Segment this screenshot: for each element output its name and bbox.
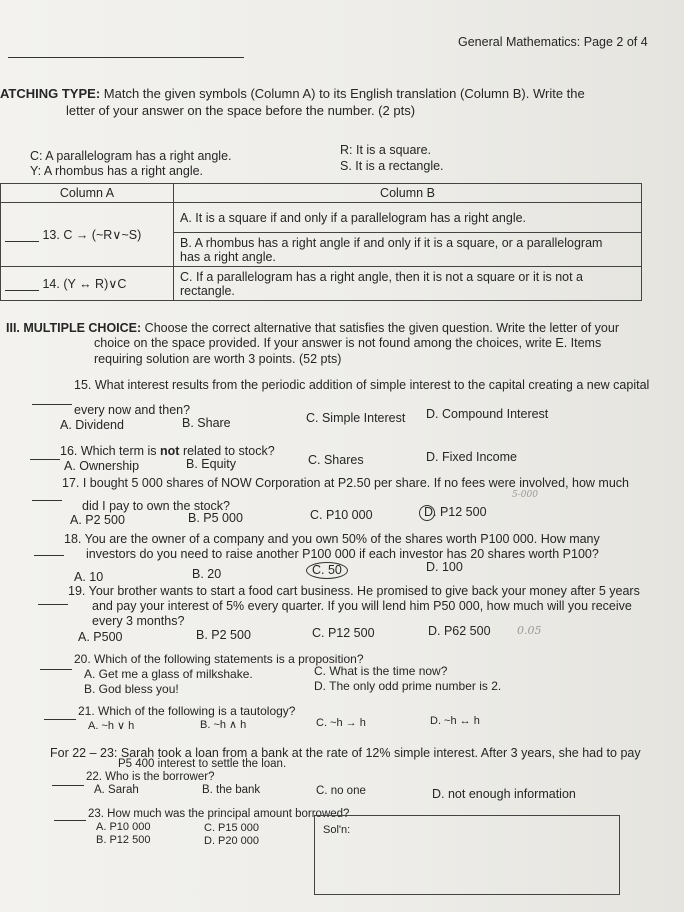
def-c: C: A parallelogram has a right angle. [30, 149, 232, 163]
column-b-c [174, 267, 642, 301]
q20-choice-d: D. The only odd prime number is 2. [314, 679, 502, 693]
q13-text: 13. C → (~R∨~S) [42, 228, 142, 242]
q19-choice-c: C. P12 500 [312, 626, 375, 640]
mc-instr-2: choice on the space provided. If your answer is not found among the choices, write E. Items [94, 336, 602, 350]
q17-text-2: did I pay to own the stock? [82, 499, 231, 513]
pencil-note-2: 0.05 [517, 624, 542, 637]
q21-choice-c: C. ~h → h [316, 717, 366, 729]
answer-line-17 [32, 500, 62, 501]
column-b-c-line2: rectangle. [180, 283, 235, 298]
q14-cell [1, 267, 174, 301]
q15-choice-c: C. Simple Interest [306, 411, 406, 425]
answer-line-23 [54, 820, 86, 821]
q22-choice-c: C. no one [316, 785, 366, 797]
q23-choice-b: B. P12 500 [96, 834, 151, 846]
q22-choice-a: A. Sarah [94, 784, 139, 796]
for-22-23-text-1: For 22 – 23: Sarah took a loan from a bank at the rate of 12% simple interest. After 3 years, she had to pay [50, 746, 641, 760]
pencil-note-1: 5-000 [512, 490, 538, 500]
q18-text-2: investors do you need to raise another P100 000 if each investor has 20 shares worth P100? [86, 547, 599, 561]
q23-text: 23. How much was the principal amount borrowed? [88, 808, 350, 820]
answer-line-16 [30, 459, 60, 460]
matching-title: ATCHING TYPE: [0, 86, 101, 101]
q20-text: 20. Which of the following statements is a proposition? [74, 652, 364, 666]
q19-text-2: and pay your interest of 5% every quarter. If you will lend him P50 000, how much will you receive [92, 599, 632, 613]
q17-text-1: 17. I bought 5 000 shares of NOW Corporation at P2.50 per share. If no fees were involved, how much [62, 476, 629, 490]
answer-line-15 [32, 404, 72, 405]
q21-choice-d: D. ~h ↔ h [430, 715, 480, 727]
q20-choice-a: A. Get me a glass of milkshake. [84, 667, 253, 681]
mc-instructions [6, 321, 619, 335]
mc-instr-1: Choose the correct alternative that satisfies the given question. Write the letter of your [144, 321, 619, 335]
page-header: General Mathematics: Page 2 of 4 [458, 35, 648, 49]
q21-text: 21. Which of the following is a tautology? [78, 704, 296, 718]
q13-cell [1, 203, 174, 267]
q16-choice-a: A. Ownership [64, 459, 140, 473]
q19-text-3: every 3 months? [92, 614, 185, 628]
q19-text-1: 19. Your brother wants to start a food cart business. He promised to give back your money after 5 years [68, 584, 640, 598]
q16-choice-c: C. Shares [308, 453, 364, 467]
q23-choice-a: A. P10 000 [96, 821, 151, 833]
q16-text-not: not [160, 444, 180, 458]
matching-table [0, 183, 642, 301]
q18-choice-a: A. 10 [74, 570, 104, 584]
q19-choice-a: A. P500 [78, 630, 123, 644]
column-b-b-line2: has a right angle. [180, 249, 276, 264]
q15-choice-d: D. Compound Interest [426, 407, 549, 421]
q14-text: 14. (Y ↔ R)∨C [42, 277, 127, 291]
q16-choice-d: D. Fixed Income [426, 450, 518, 464]
q18-choice-b: B. 20 [192, 567, 222, 581]
q22-choice-d: D. not enough information [432, 787, 576, 801]
matching-instr-2: letter of your answer on the space before the number. (2 pts) [66, 103, 416, 118]
q18-choice-c: C. 50 [312, 563, 342, 577]
q15-choice-a: A. Dividend [60, 418, 124, 432]
q15-text-1: 15. What interest results from the periodic addition of simple interest to the capital creating a new capital [74, 378, 650, 392]
for-22-23-text-2: P5 400 interest to settle the loan. [118, 758, 287, 770]
answer-line-22 [52, 785, 84, 786]
answer-line-18 [34, 555, 64, 556]
q22-choice-b: B. the bank [202, 784, 261, 796]
q15-choice-b: B. Share [182, 416, 231, 430]
q16-text-c: related to stock? [179, 444, 275, 458]
name-line [8, 57, 244, 58]
q17-choice-d: D. P12 500 [424, 505, 487, 519]
q16-text [60, 444, 275, 458]
column-b-a: A. It is a square if and only if a parallelogram has a right angle. [174, 203, 642, 233]
q18-text-1: 18. You are the owner of a company and you own 50% of the shares worth P100 000. How many [64, 532, 600, 546]
q20-choice-c: C. What is the time now? [314, 664, 448, 678]
column-a-header: Column A [1, 184, 174, 203]
column-b-b [174, 233, 642, 267]
q19-choice-d: D. P62 500 [428, 624, 491, 638]
column-b-header: Column B [174, 184, 642, 203]
def-y: Y: A rhombus has a right angle. [30, 164, 204, 178]
q18-choice-d: D. 100 [426, 560, 463, 574]
q17-choice-b: B. P5 000 [188, 511, 243, 525]
q22-text: 22. Who is the borrower? [86, 771, 215, 783]
q15-text-2: every now and then? [74, 403, 191, 417]
column-b-b-line1: B. A rhombus has a right angle if and only if it is a square, or a parallelogram [180, 235, 603, 250]
q23-choice-c: C. P15 000 [204, 822, 260, 834]
q23-choice-d: D. P20 000 [204, 835, 260, 847]
matching-instr-1: Match the given symbols (Column A) to its English translation (Column B). Write the [103, 86, 585, 101]
q16-text-a: 16. Which term is [60, 444, 161, 458]
def-r: R: It is a square. [340, 143, 432, 157]
column-b-c-line1: C. If a parallelogram has a right angle, then it is not a square or it is not a [180, 269, 583, 284]
matching-instructions [0, 86, 585, 101]
solution-box [314, 815, 620, 895]
q16-choice-b: B. Equity [186, 457, 237, 471]
answer-line-19 [38, 604, 68, 605]
mc-title: III. MULTIPLE CHOICE: [6, 321, 142, 335]
q17-choice-c: C. P10 000 [310, 508, 373, 522]
q19-choice-b: B. P2 500 [196, 628, 251, 642]
q20-choice-b: B. God bless you! [84, 682, 179, 696]
mc-instr-3: requiring solution are worth 3 points. (52 pts) [94, 352, 342, 366]
answer-line-21 [44, 719, 76, 720]
q21-choice-a: A. ~h ∨ h [88, 720, 135, 732]
def-s: S. It is a rectangle. [340, 159, 444, 173]
q17-choice-a: A. P2 500 [70, 513, 125, 527]
answer-line-20 [40, 669, 72, 670]
q21-choice-b: B. ~h ∧ h [200, 719, 247, 731]
solution-label: Sol'n: [323, 824, 351, 836]
